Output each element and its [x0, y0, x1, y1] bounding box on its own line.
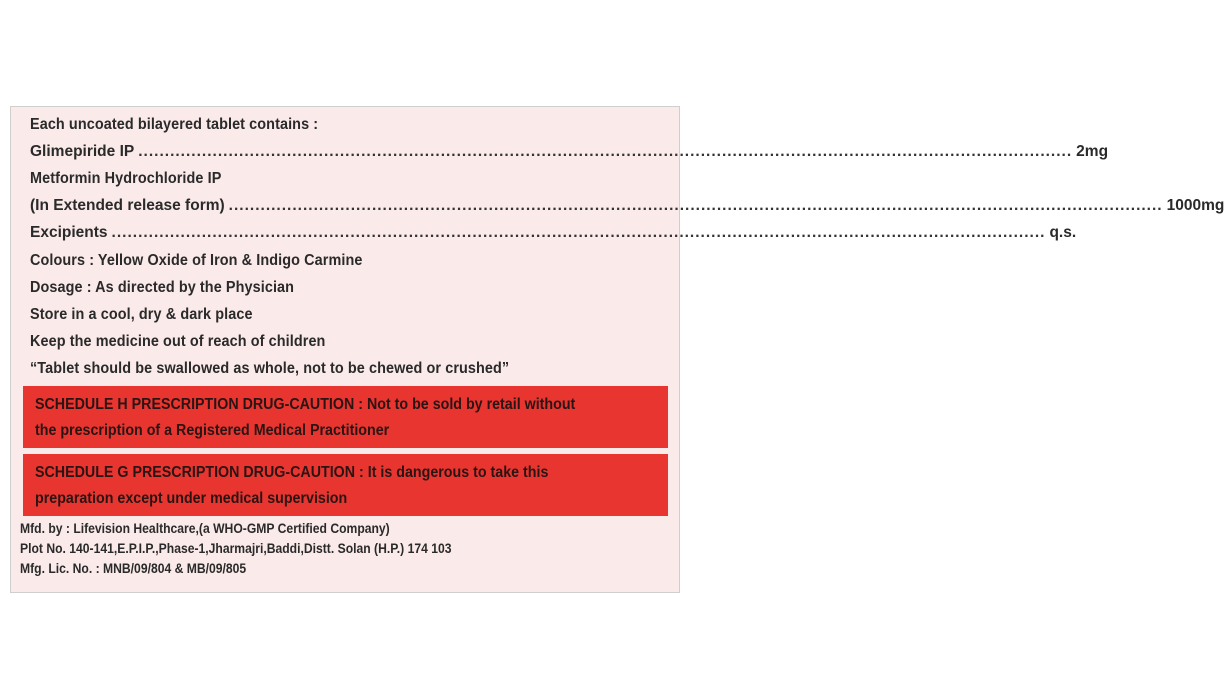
- schedule-h-caution-box: [23, 386, 668, 448]
- ingredient-name: (In Extended release form): [30, 197, 225, 214]
- ingredient-name-metformin: Metformin Hydrochloride IP: [30, 170, 222, 187]
- manufacturer-text: Mfd. by : Lifevision Healthcare,(a WHO-GMP Certified Company): [20, 521, 390, 536]
- ingredient-quantity: 2mg: [1076, 143, 1109, 160]
- ingredient-quantity: q.s.: [1049, 224, 1077, 241]
- ingredient-quantity: 1000mg: [1166, 197, 1224, 214]
- schedule-g-line-2: preparation except under medical supervision: [35, 490, 348, 507]
- ingredient-row-excipients: [30, 224, 1077, 242]
- leader-dots: ................................................................................................................................................................................: [111, 224, 1046, 241]
- ingredient-name: Glimepiride IP: [30, 143, 135, 160]
- colours-text: Colours : Yellow Oxide of Iron & Indigo Carmine: [30, 252, 363, 269]
- schedule-h-line-2: the prescription of a Registered Medical Practitioner: [35, 422, 390, 439]
- ingredient-name: Excipients: [30, 224, 108, 241]
- manufacturing-license: Mfg. Lic. No. : MNB/09/804 & MB/09/805: [20, 561, 247, 576]
- storage-text: Store in a cool, dry & dark place: [30, 306, 253, 323]
- medicine-label: [10, 106, 1224, 593]
- dosage-text: Dosage : As directed by the Physician: [30, 279, 295, 296]
- keep-away-text: Keep the medicine out of reach of children: [30, 333, 326, 350]
- leader-dots: ................................................................................................................................................................................: [138, 143, 1073, 160]
- schedule-g-caution-box: [23, 454, 668, 516]
- leader-dots: ................................................................................................................................................................................: [228, 197, 1163, 214]
- ingredient-row-extended-release: [30, 197, 1224, 215]
- composition-heading: Each uncoated bilayered tablet contains :: [30, 116, 319, 133]
- schedule-h-line-1: SCHEDULE H PRESCRIPTION DRUG-CAUTION : Not to be sold by retail without: [35, 396, 576, 413]
- manufacturer-address: Plot No. 140-141,E.P.I.P.,Phase-1,Jharmajri,Baddi,Distt. Solan (H.P.) 174 103: [20, 541, 452, 556]
- ingredient-row-glimepiride: [30, 143, 1109, 161]
- swallow-instruction: “Tablet should be swallowed as whole, not to be chewed or crushed”: [30, 360, 510, 377]
- schedule-g-line-1: SCHEDULE G PRESCRIPTION DRUG-CAUTION : It is dangerous to take this: [35, 464, 549, 481]
